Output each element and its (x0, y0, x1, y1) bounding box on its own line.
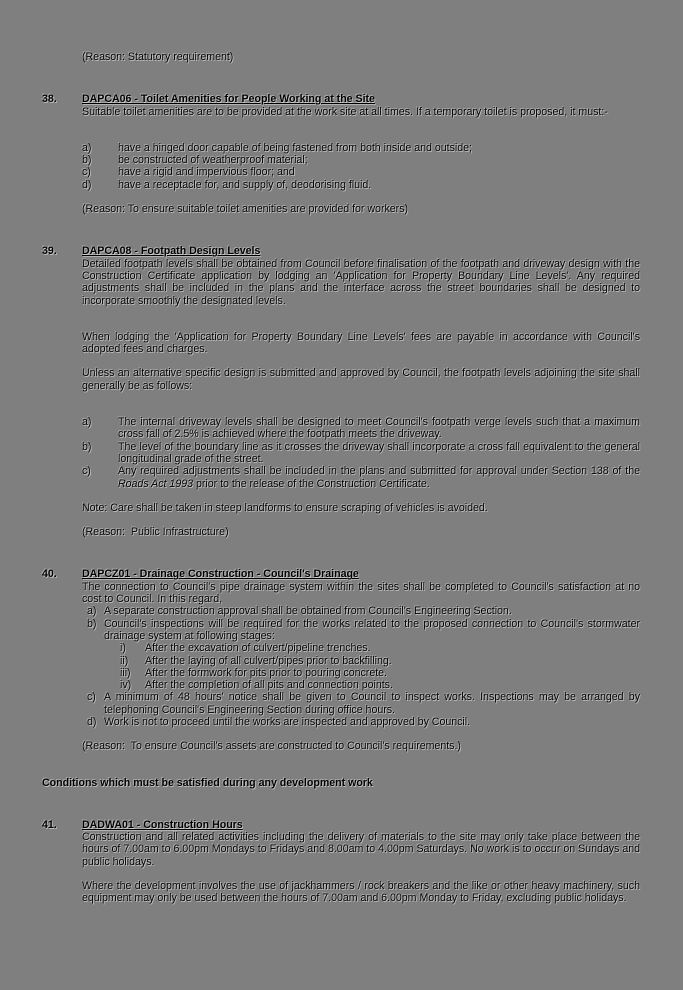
condition-38-number: 38. (42, 93, 57, 106)
item-text: The internal driveway levels shall be designed to meet Council's footpath verge levels such that a maximum cross fall of 2.5% is achieved where the footpath meets the driveway. (118, 416, 640, 441)
item-text-plain: prior to the release of the Construction Certificate. (193, 477, 430, 490)
condition-40-reason: (Reason: To ensure Council's assets are constructed to Council's requirements.) (82, 740, 461, 753)
condition-39-body (82, 245, 640, 538)
item-text: After the laying of all culvert/pipes prior to backfilling. (145, 654, 392, 667)
condition-39-list (82, 416, 640, 490)
item-label: c) (87, 691, 96, 704)
item-label: a) (82, 416, 92, 429)
item-label: b) (87, 617, 97, 630)
condition-39-reason: (Reason: Public Infrastructure) (82, 526, 229, 539)
item-text-italic-act-title: Roads Act 1993 (118, 477, 193, 490)
list-item (82, 416, 640, 441)
item-label: b) (82, 440, 92, 453)
condition-40-heading: DAPCZ01 - Drainage Construction - Council's Drainage (82, 568, 359, 581)
condition-39-heading: DAPCA08 - Footpath Design Levels (82, 245, 261, 258)
item-label: d) (87, 715, 97, 728)
item-label: d) (82, 178, 92, 191)
condition-40-list (82, 605, 640, 728)
item-text: be constructed of weatherproof material; (118, 154, 308, 167)
item-text: Council's inspections will be required for the works related to the proposed connection to Council's stormwater drainage system at following stages: (104, 617, 640, 642)
item-text: After the formwork for pits prior to pouring concrete. (145, 666, 387, 679)
item-text: have a hinged door capable of being fastened from both inside and outside; (118, 141, 472, 154)
item-label: b) (82, 154, 92, 167)
conditions-during-work-heading: Conditions which must be satisfied during any development work (42, 776, 373, 789)
list-item (82, 605, 640, 617)
condition-38-list (82, 142, 640, 191)
condition-38-body (82, 93, 640, 215)
item-label: c) (82, 166, 91, 179)
list-item (82, 465, 640, 490)
item-label: c) (82, 465, 91, 478)
list-item (82, 716, 640, 728)
condition-39-section (42, 245, 640, 538)
condition-40-section (42, 568, 640, 752)
item-text: Work is not to proceed until the works are inspected and approved by Council. (104, 715, 471, 728)
item-text-plain: Any required adjustments shall be included in the plans and submitted for approval under Section 138 of the (118, 465, 640, 478)
list-item (82, 618, 640, 643)
item-label: iv) (120, 679, 132, 692)
list-item (82, 655, 640, 667)
item-text: have a rigid and impervious floor; and (118, 166, 295, 179)
item-text: A separate construction approval shall be obtained from Council's Engineering Section. (104, 605, 512, 618)
item-text: After the excavation of culvert/pipeline trenches. (145, 642, 371, 655)
condition-38-paragraph: Suitable toilet amenities are to be provided at the work site at all times. If a temporary toilet is proposed, it must:- (82, 105, 608, 118)
reason-statutory: (Reason: Statutory requirement) (82, 51, 234, 63)
condition-38-section (42, 93, 640, 215)
list-item (82, 691, 640, 716)
condition-39-paragraph-1: Detailed footpath levels shall be obtained from Council before finalisation of the footpath and driveway design with the Construction Certificate application by lodging an 'Application for Property Boundary Line Levels'. Any required adjustments shall be included in the plans and the interface across the street boundaries shall be designed to incorporate smoothly the designated levels. (82, 257, 640, 307)
list-item (82, 154, 640, 166)
item-label: a) (82, 141, 92, 154)
condition-40-number: 40. (42, 568, 57, 581)
condition-38-heading: DAPCA06 - Toilet Amenities for People Working at the Site (82, 93, 375, 106)
condition-39-paragraph-2: When lodging the 'Application for Property Boundary Line Levels' fees are payable in accordance with Council's adopted fees and charges. (82, 330, 640, 356)
condition-41-paragraph-2: Where the development involves the use of jackhammers / rock breakers and the like or other heavy machinery, such equipment may only be used between the hours of 7.00am and 6.00pm Monday to Friday, excluding public holidays. (82, 880, 640, 905)
list-item (82, 642, 640, 654)
condition-40-paragraph: The connection to Council's pipe drainage system within the sites shall be completed to Council's satisfaction at no cost to Council. In this regard, (82, 580, 640, 606)
condition-41-number: 41. (42, 818, 57, 831)
condition-39-paragraph-3: Unless an alternative specific design is submitted and approved by Council, the footpath levels adjoining the site shall generally be as follows: (82, 367, 640, 392)
item-text: A minimum of 48 hours' notice shall be given to Council to inspect works. Inspections may be arranged by telephoning Council's Engineering Section during office hours. (104, 691, 640, 716)
condition-40-body (82, 568, 640, 752)
list-item (82, 179, 640, 191)
item-text: After the completion of all pits and connection points. (145, 679, 393, 692)
item-text: The level of the boundary line as it crosses the driveway shall incorporate a cross fall equivalent to the general longitudinal grade of the street. (118, 440, 640, 465)
condition-41-section (42, 819, 640, 905)
condition-41-heading: DADWA01 - Construction Hours (82, 818, 243, 831)
item-label: a) (87, 605, 97, 618)
condition-38-reason: (Reason: To ensure suitable toilet amenities are provided for workers) (82, 203, 409, 216)
item-label: i) (120, 642, 126, 655)
list-item (82, 667, 640, 679)
condition-41-paragraph-1: Construction and all related activities including the delivery of materials to the site may only take place between the hours of 7.00am to 6.00pm Mondays to Fridays and 8.00am to 4.00pm Saturdays. No work is to occur on Sundays and public holidays. (82, 831, 640, 868)
item-label: ii) (120, 654, 129, 667)
list-item (82, 166, 640, 178)
item-label: iii) (120, 666, 131, 679)
condition-39-number: 39. (42, 245, 57, 258)
list-item (82, 679, 640, 691)
list-item (82, 441, 640, 466)
list-item (82, 142, 640, 154)
condition-41-body (82, 819, 640, 905)
item-text (118, 465, 640, 490)
condition-40-roman-list (82, 642, 640, 691)
condition-39-note: Note: Care shall be taken in steep landforms to ensure scraping of vehicles is avoided. (82, 501, 488, 514)
item-text: have a receptacle for, and supply of, deodorising fluid. (118, 178, 372, 191)
